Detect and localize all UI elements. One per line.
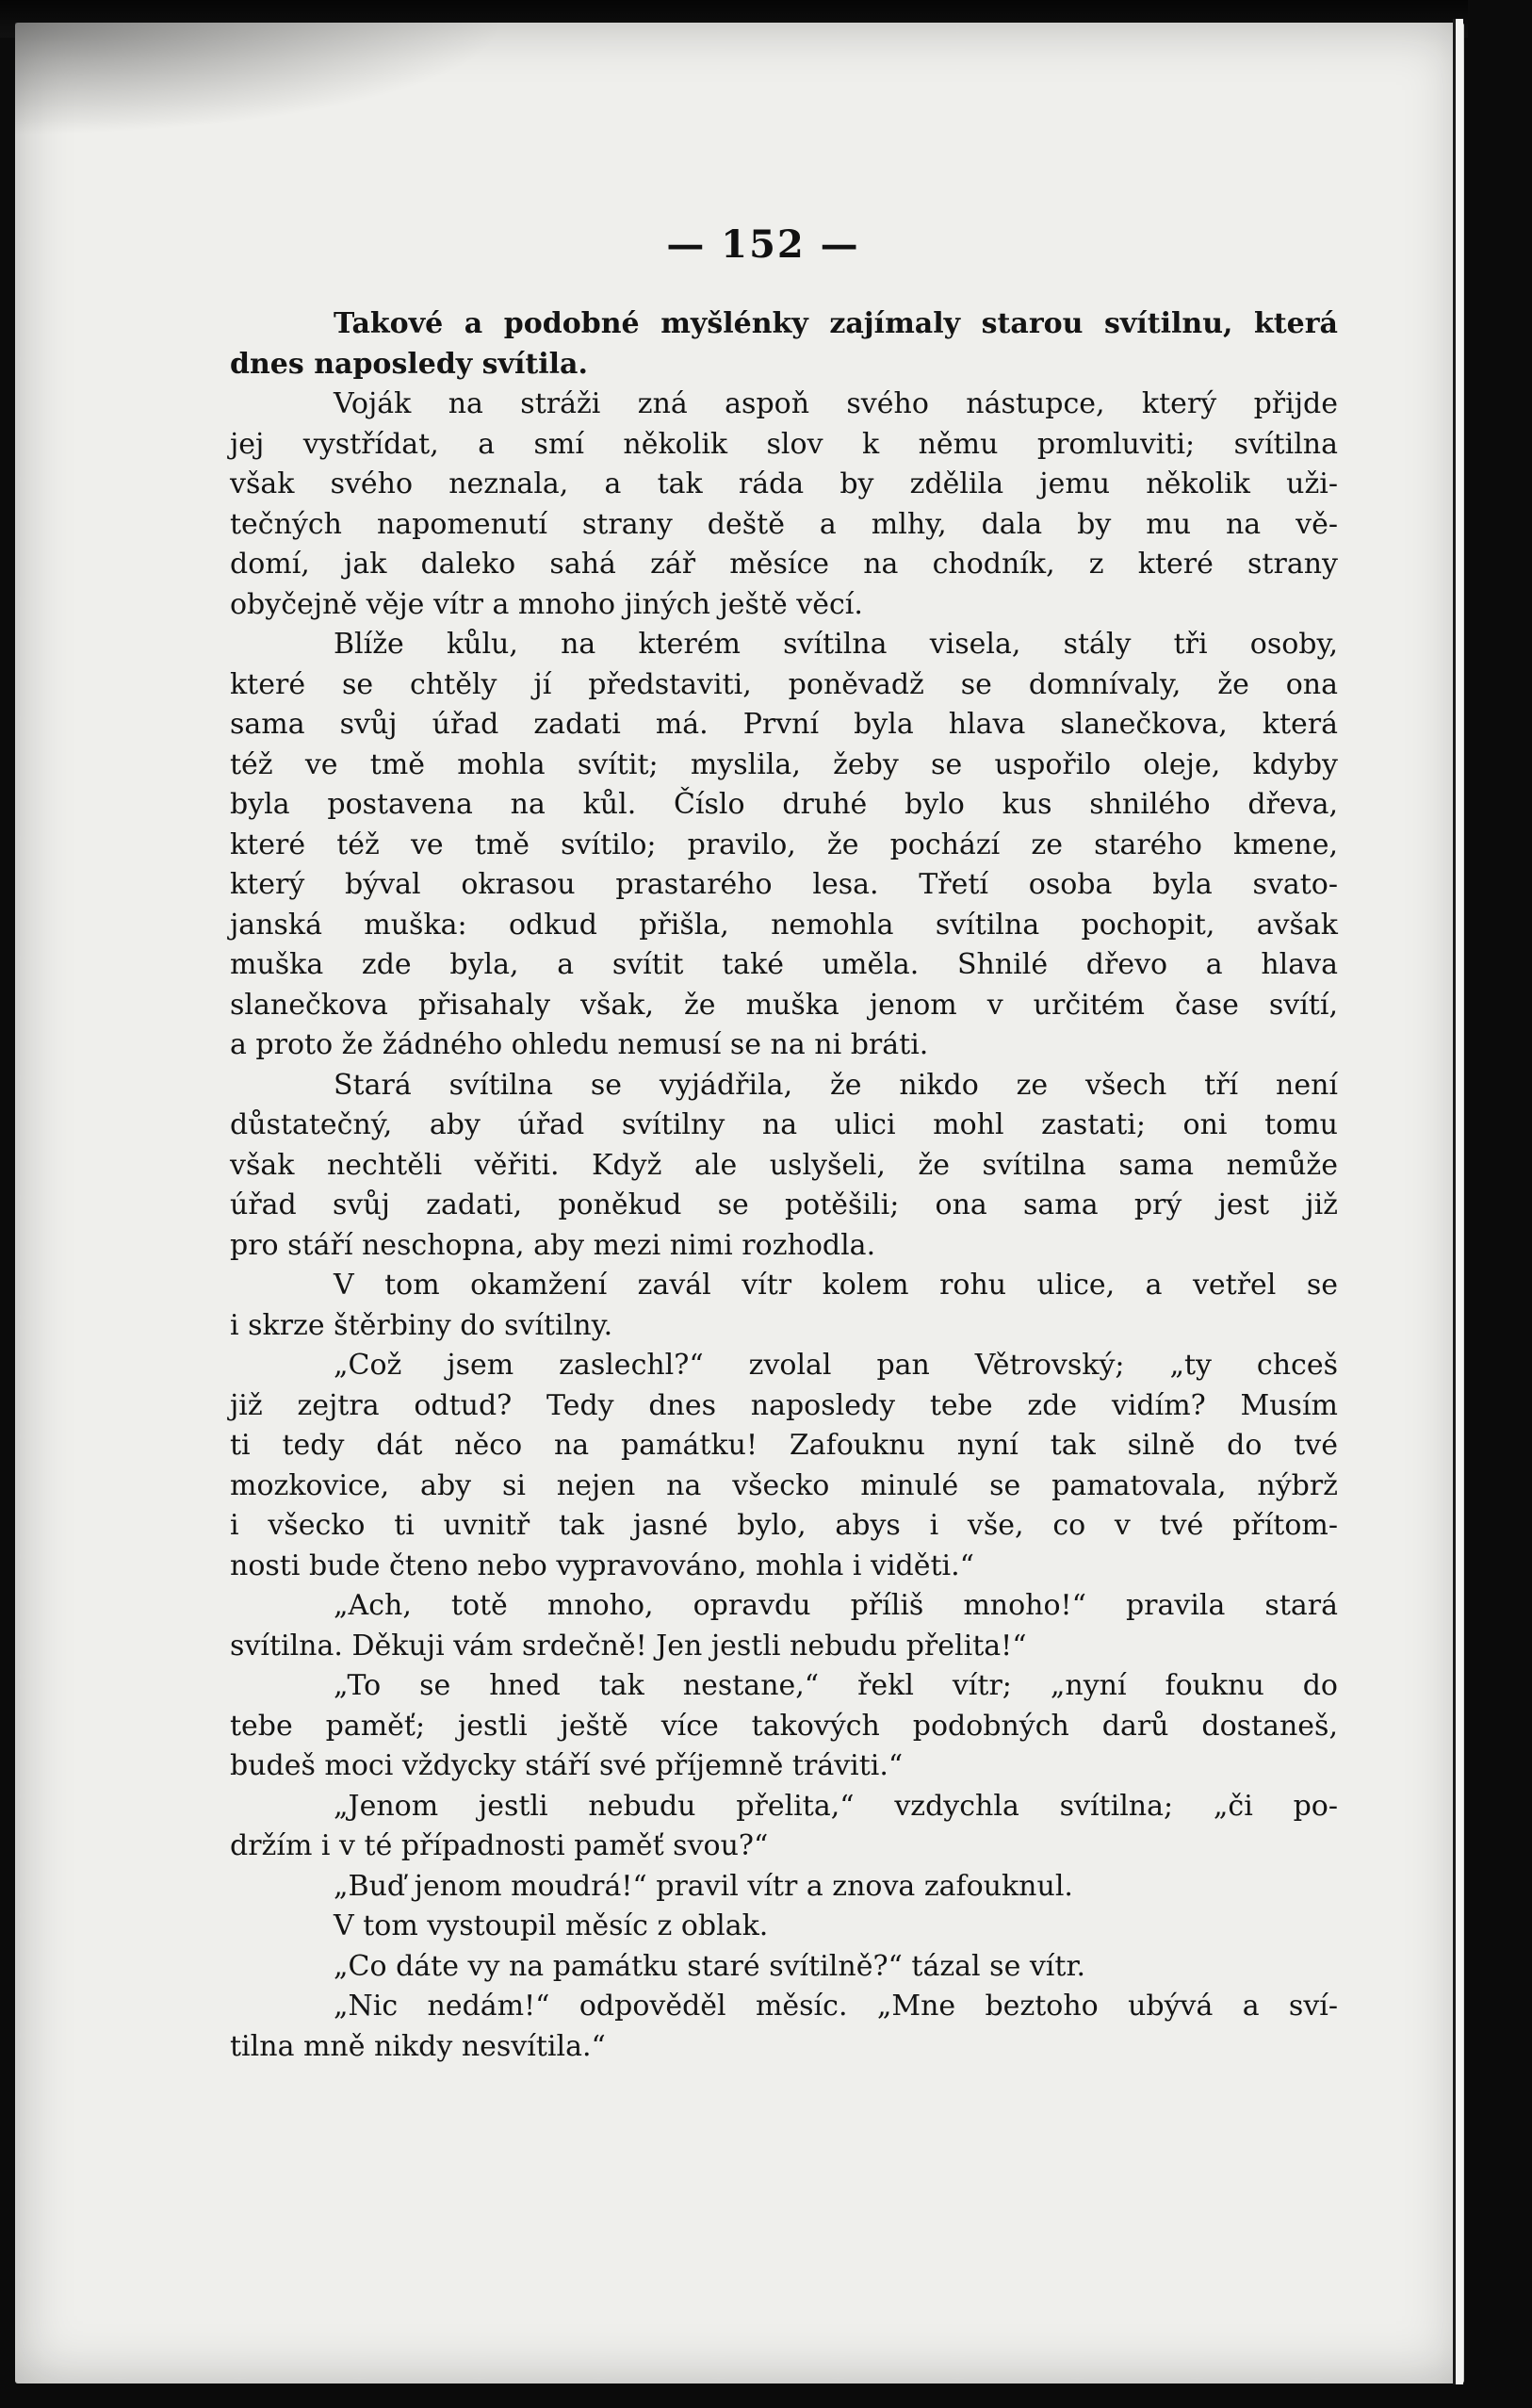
text-line: nosti bude čteno nebo vypravováno, mohla i viděti.“ xyxy=(230,1548,975,1582)
text-line: dnes naposledy svítila. xyxy=(230,347,588,381)
text-line: „Co dáte vy na památku staré svítilně?“ tázal se vítr. xyxy=(334,1949,1086,1983)
text-line: však nechtěli věřiti. Když ale uslyšeli, že svítilna sama nemůže xyxy=(230,1148,1338,1182)
text-line: mozkovice, aby si nejen na všecko minulé se pamatovala, nýbrž xyxy=(230,1468,1338,1502)
text-line: svítilna. Děkuji vám srdečně! Jen jestli nebudu přelita!“ xyxy=(230,1629,1027,1663)
text-line: pro stáří neschopna, aby mezi nimi rozhodla. xyxy=(230,1228,876,1262)
text-line: sama svůj úřad zadati má. První byla hlava slanečkova, která xyxy=(230,708,1338,741)
text-line: byla postavena na kůl. Číslo druhé bylo kus shnilého dřeva, xyxy=(230,788,1338,821)
text-line: Blíže kůlu, na kterém svítilna visela, stály tři osoby, xyxy=(334,628,1338,661)
text-line: tilna mně nikdy nesvítila.“ xyxy=(230,2029,606,2063)
text-line: již zejtra odtud? Tedy dnes naposledy tebe zde vidím? Musím xyxy=(230,1388,1338,1422)
text-line: Voják na stráži zná aspoň svého nástupce, který přijde xyxy=(334,387,1338,420)
text-line: „Což jsem zaslechl?“ zvolal pan Větrovský; „ty chceš xyxy=(334,1349,1338,1382)
text-line: důstatečný, aby úřad svítilny na ulici mohl zastati; oni tomu xyxy=(230,1108,1338,1141)
text-line: i skrze štěrbiny do svítilny. xyxy=(230,1308,613,1342)
text-line: tečných napomenutí strany deště a mlhy, dala by mu na vě- xyxy=(230,507,1338,541)
text-line: „Nic nedám!“ odpověděl měsíc. „Mne beztoho ubývá a sví- xyxy=(334,1990,1338,2023)
body-text xyxy=(230,304,1338,2067)
text-line: „To se hned tak nestane,“ řekl vítr; „nyní fouknu do xyxy=(334,1669,1338,1702)
text-line: janská muška: odkud přišla, nemohla svítilna pochopit, avšak xyxy=(230,908,1338,942)
text-line: muška zde byla, a svítit také uměla. Shnilé dřevo a hlava xyxy=(230,948,1338,981)
text-line: držím i v té případnosti paměť svou?“ xyxy=(230,1829,769,1862)
text-line: úřad svůj zadati, poněkud se potěšili; ona sama prý jest již xyxy=(230,1188,1338,1221)
text-line: V tom vystoupil měsíc z oblak. xyxy=(334,1909,769,1942)
text-line: které též ve tmě svítilo; pravilo, že pochází ze starého kmene, xyxy=(230,827,1338,861)
text-line: a proto že žádného ohledu nemusí se na ni bráti. xyxy=(230,1028,929,1061)
scan-right-margin xyxy=(1468,0,1532,2408)
text-line: budeš moci vždycky stáří své příjemně tráviti.“ xyxy=(230,1749,904,1782)
book-binding-edge xyxy=(1453,19,1463,2384)
text-line: „Jenom jestli nebudu přelita,“ vzdychla svítilna; „či po- xyxy=(334,1789,1338,1823)
text-line: domí, jak daleko sahá zář měsíce na chodník, z které strany xyxy=(230,548,1338,581)
text-line: „Buď jenom moudrá!“ pravil vítr a znova zafouknul. xyxy=(334,1869,1073,1903)
text-line: Stará svítilna se vyjádřila, že nikdo ze všech tří není xyxy=(334,1068,1338,1102)
text-line: ti tedy dát něco na památku! Zafouknu nyní tak silně do tvé xyxy=(230,1429,1338,1462)
text-line: Takové a podobné myšlénky zajímaly starou svítilnu, která xyxy=(334,307,1338,340)
page-curl-shadow xyxy=(15,23,505,136)
text-line: i všecko ti uvnitř tak jasné bylo, abys i vše, co v tvé přítom- xyxy=(230,1509,1338,1542)
text-line: slanečkova přisahaly však, že muška jenom v určitém čase svítí, xyxy=(230,988,1338,1022)
text-line: však svého neznala, a tak ráda by zdělila jemu několik uži- xyxy=(230,467,1338,500)
text-line: obyčejně věje vítr a mnoho jiných ještě věcí. xyxy=(230,587,863,621)
text-line: které se chtěly jí představiti, poněvadž se domnívaly, že ona xyxy=(230,667,1338,701)
text-line: též ve tmě mohla svítit; myslila, žeby se uspořilo oleje, kdyby xyxy=(230,747,1338,781)
page-number: — 152 — xyxy=(666,222,860,267)
text-line: V tom okamžení zavál vítr kolem rohu ulice, a vetřel se xyxy=(334,1269,1338,1302)
text-line: „Ach, totě mnoho, opravdu příliš mnoho!“ pravila stará xyxy=(334,1589,1338,1622)
text-line: jej vystřídat, a smí několik slov k němu promluviti; svítilna xyxy=(230,427,1338,461)
text-line: tebe paměť; jestli ještě více takových podobných darů dostaneš, xyxy=(230,1709,1338,1743)
text-line: který býval okrasou prastarého lesa. Třetí osoba byla svato- xyxy=(230,868,1338,901)
